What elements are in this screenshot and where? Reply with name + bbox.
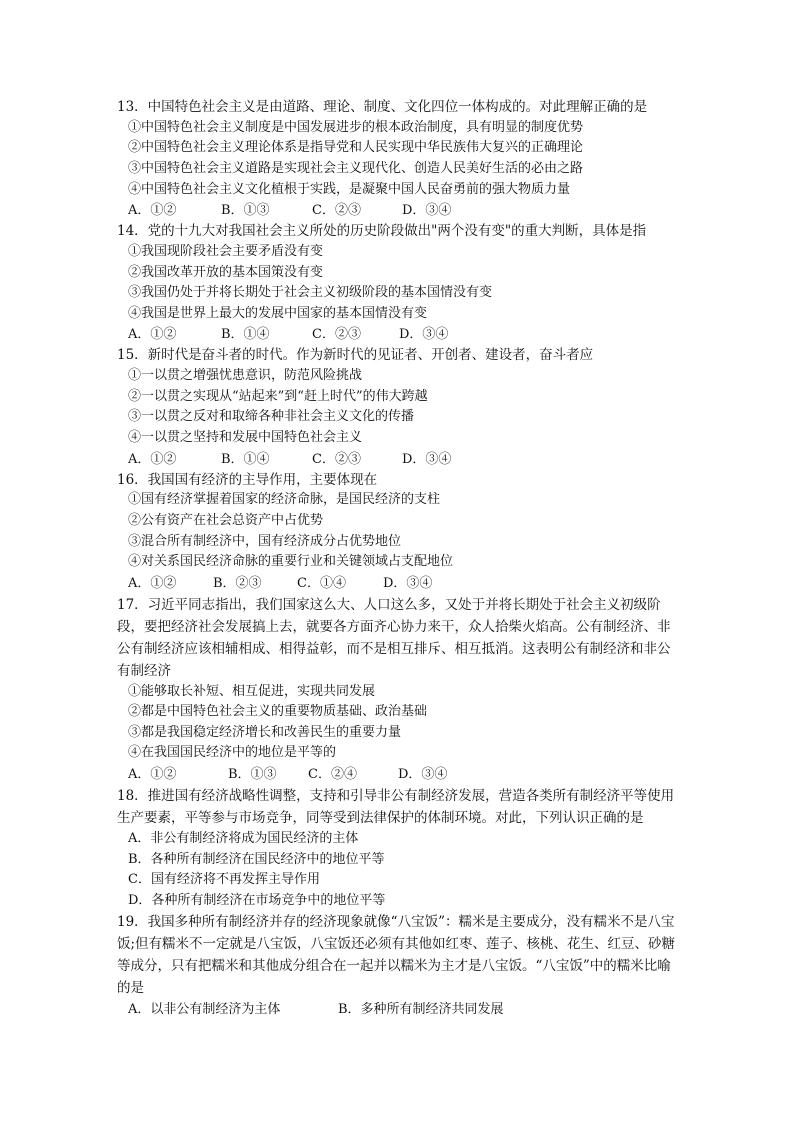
question-13 [117, 97, 677, 221]
choice-a: A．①② [128, 767, 177, 783]
question-16 [117, 470, 677, 594]
question-stem: 13．中国特色社会主义是由道路、理论、制度、文化四位一体构成的。对此理解正确的是 [117, 99, 648, 115]
question-14 [117, 221, 677, 345]
statement-item: ④对关系国民经济命脉的重要行业和关键领域占支配地位 [128, 554, 454, 570]
answer-choices [117, 764, 677, 785]
choice-a: A．以非公有制经济为主体 [128, 1002, 281, 1018]
choice-a: A．①② [128, 327, 177, 343]
choice-d: D．③④ [402, 203, 452, 219]
answer-choices [117, 999, 677, 1020]
choice-c: C．②③ [312, 451, 361, 467]
choice-a: A．①② [128, 575, 177, 591]
question-15 [117, 345, 677, 469]
choice-b: B．②③ [213, 575, 262, 591]
question-stem: 14．党的十九大对我国社会主义所处的历史阶段做出"两个没有变"的重大判断，具体是指 [117, 223, 647, 240]
choice-b: B．多种所有制经济共同发展 [338, 1002, 504, 1018]
question-stem: 16．我国国有经济的主导作用，主要体现在 [117, 471, 378, 488]
statement-item: ③我国仍处于并将长期处于社会主义初级阶段的基本国情没有变 [128, 285, 493, 301]
statement-item: ①一以贯之增强忧患意识，防范风险挑战 [128, 368, 363, 384]
question-stem: 18．推进国有经济战略性调整，支持和引导非公有制经济发展，营造各类所有制经济平等使用生产要素，平等参与市场竞争，同等受到法律保护的体制环境。对此，下列认识正确的是 [117, 788, 675, 827]
option-item: B．各种所有制经济在国民经济中的地位平等 [128, 851, 385, 867]
choice-c: C．②③ [312, 203, 361, 219]
choice-b: B．①③ [228, 767, 277, 783]
choice-c: C．①④ [297, 575, 346, 591]
statement-item: ②都是中国特色社会主义的重要物质基础、政治基础 [128, 704, 428, 720]
option-item: C．国有经济将不再发挥主导作用 [128, 872, 320, 888]
statement-item: ③混合所有制经济中，国有经济成分占优势地位 [128, 533, 402, 549]
statement-item: ④我国是世界上最大的发展中国家的基本国情没有变 [128, 305, 428, 321]
statement-item: ①国有经济掌握着国家的经济命脉，是国民经济的支柱 [128, 492, 441, 508]
statement-item: ②一以贯之实现从“站起来”到“赶上时代”的伟大跨越 [128, 388, 428, 404]
statement-item: ②中国特色社会主义理论体系是指导党和人民实现中华民族伟大复兴的正确理论 [128, 140, 584, 156]
statement-item: ③都是我国稳定经济增长和改善民生的重要力量 [128, 724, 402, 740]
question-19 [117, 911, 677, 1020]
statement-item: ④一以贯之坚持和发展中国特色社会主义 [128, 429, 363, 445]
choice-b: B．①③ [221, 203, 270, 219]
answer-choices [117, 200, 677, 221]
statement-item: ③中国特色社会主义道路是实现社会主义现代化、创造人民美好生活的必由之路 [128, 160, 584, 176]
choice-a: A．①② [128, 451, 177, 467]
statement-item: ③一以贯之反对和取缔各种非社会主义文化的传播 [128, 409, 415, 425]
choice-d: D．③④ [398, 767, 448, 783]
question-stem: 15．新时代是奋斗者的时代。作为新时代的见证者、开创者、建设者，奋斗者应 [117, 347, 594, 364]
statement-item: ②我国改革开放的基本国策没有变 [128, 264, 324, 280]
option-item: D．各种所有制经济在市场竞争中的地位平等 [128, 892, 386, 908]
choice-b: B．①④ [221, 327, 270, 343]
question-17 [117, 594, 677, 785]
answer-choices [117, 449, 677, 470]
option-item: A．非公有制经济将成为国民经济的主体 [128, 831, 359, 847]
statement-item: ④中国特色社会主义文化植根于实践，是凝聚中国人民奋勇前的强大物质力量 [128, 181, 571, 197]
choice-c: C．②③ [312, 327, 361, 343]
question-stem: 17．习近平同志指出，我们国家这么大、人口这么多，又处于并将长期处于社会主义初级阶段，要把经济社会发展搞上去，就要各方面齐心协力来干，众人拾柴火焰高。公有制经济、非公有制经济应该相辅相成、相得益彰，而不是相互排斥、相互抵消。这表明公有制经济和非公有制经济 [117, 596, 671, 679]
choice-a: A．①② [128, 203, 177, 219]
statement-item: ①中国特色社会主义制度是中国发展进步的根本政治制度，具有明显的制度优势 [128, 119, 584, 135]
question-18 [117, 785, 677, 911]
choice-b: B．①④ [221, 451, 270, 467]
statement-item: ②公有资产在社会总资产中占优势 [128, 512, 324, 528]
answer-choices [117, 573, 677, 594]
answer-choices [117, 324, 677, 345]
statement-item: ①能够取长补短、相互促进，实现共同发展 [128, 683, 376, 699]
choice-d: D．③④ [402, 451, 452, 467]
choice-d: D．③④ [383, 575, 433, 591]
choice-d: D．③④ [399, 327, 449, 343]
statement-item: ④在我国国民经济中的地位是平等的 [128, 745, 337, 761]
choice-c: C．②④ [308, 767, 357, 783]
statement-item: ①我国现阶段社会主要矛盾没有变 [128, 243, 324, 259]
question-stem: 19．我国多种所有制经济并存的经济现象就像“八宝饭”：糯米是主要成分，没有糯米不是八宝饭;但有糯米不一定就是八宝饭，八宝饭还必须有其他如红枣、莲子、核桃、花生、红豆、砂糖等成分，只有把糯米和其他成分组合在一起并以糯米为主才是八宝饭。“八宝饭”中的糯米比喻的是 [117, 914, 676, 997]
